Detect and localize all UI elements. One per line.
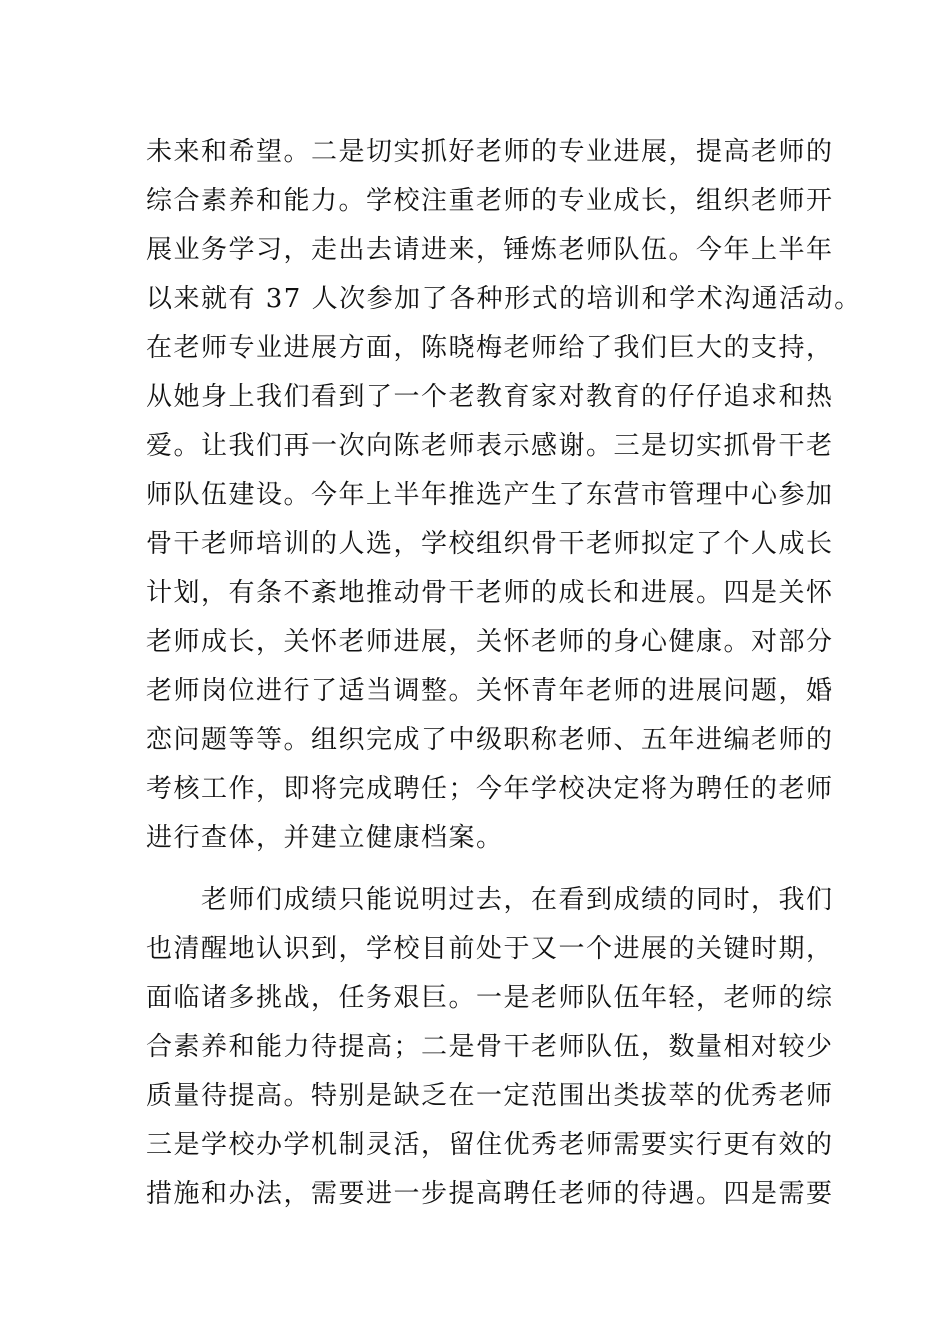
paragraph-2: [146, 876, 834, 1219]
paragraph-1: [146, 128, 862, 863]
text-line: 恋问题等等。组织完成了中级职称老师、五年进编老师的: [146, 725, 834, 755]
text-line: 质量待提高。特别是缺乏在一定范围出类拔萃的优秀老师: [146, 1081, 834, 1111]
text-line: 面临诸多挑战，任务艰巨。一是老师队伍年轻，老师的综: [146, 983, 834, 1013]
text-line: 计划，有条不紊地推动骨干老师的成长和进展。四是关怀: [146, 578, 834, 608]
text-line: 骨干老师培训的人选，学校组织骨干老师拟定了个人成长: [146, 529, 834, 559]
text-line: 以来就有 37 人次参加了各种形式的培训和学术沟通活动。: [146, 284, 862, 314]
text-line: 未来和希望。二是切实抓好老师的专业进展，提高老师的: [146, 137, 834, 167]
text-line: 也清醒地认识到，学校目前处于又一个进展的关键时期，: [146, 934, 834, 964]
text-line: 从她身上我们看到了一个老教育家对教育的仔仔追求和热: [146, 382, 834, 412]
text-line: 三是学校办学机制灵活，留住优秀老师需要实行更有效的: [146, 1130, 834, 1160]
text-line: 师队伍建设。今年上半年推选产生了东营市管理中心参加: [146, 480, 834, 510]
text-line: 老师岗位进行了适当调整。关怀青年老师的进展问题，婚: [146, 676, 834, 706]
text-line: 措施和办法，需要进一步提高聘任老师的待遇。四是需要: [146, 1179, 834, 1209]
text-line: 综合素养和能力。学校注重老师的专业成长，组织老师开: [146, 186, 834, 216]
text-line: 在老师专业进展方面，陈晓梅老师给了我们巨大的支持，: [146, 333, 834, 363]
text-line: 爱。让我们再一次向陈老师表示感谢。三是切实抓骨干老: [146, 431, 834, 461]
text-line: 老师们成绩只能说明过去，在看到成绩的同时，我们: [146, 885, 834, 915]
text-line: 考核工作，即将完成聘任；今年学校决定将为聘任的老师: [146, 774, 834, 804]
text-line: 展业务学习，走出去请进来，锤炼老师队伍。今年上半年: [146, 235, 834, 265]
text-line: 合素养和能力待提高；二是骨干老师队伍，数量相对较少: [146, 1032, 834, 1062]
text-line: 老师成长，关怀老师进展，关怀老师的身心健康。对部分: [146, 627, 834, 657]
text-line: 进行查体，并建立健康档案。: [146, 823, 504, 853]
